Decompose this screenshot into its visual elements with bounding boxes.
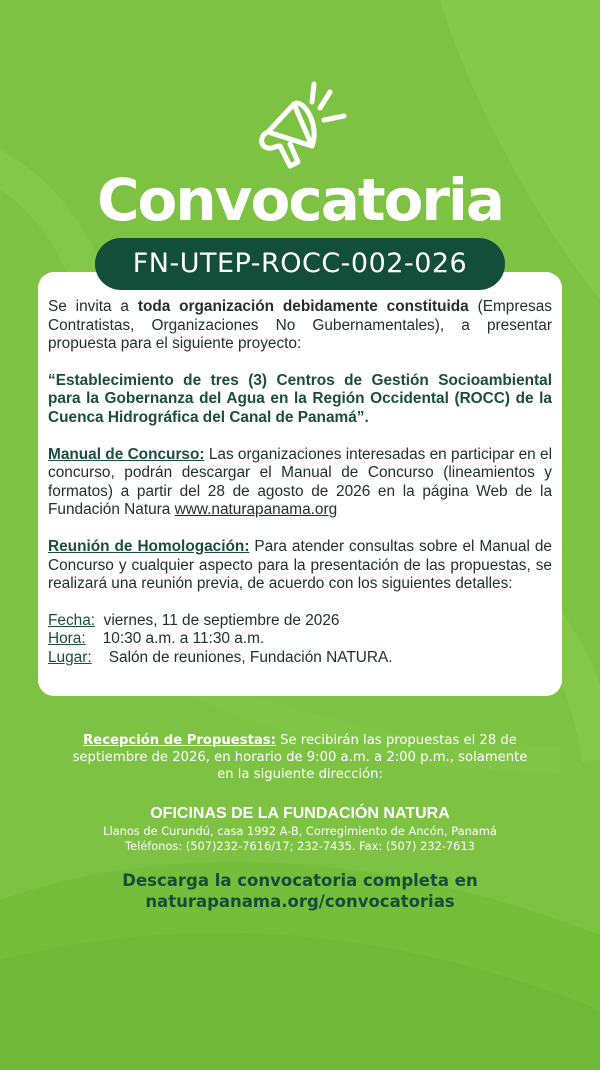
download-link[interactable]: naturapanama.org/convocatorias [145, 892, 455, 911]
office-phones: Teléfonos: (507)232-7616/17; 232-7435. Fax: (507) 232-7613 [125, 839, 475, 853]
detail-place: Lugar: Salón de reuniones, Fundación NATURA. [48, 648, 393, 666]
megaphone-icon [248, 74, 348, 174]
office-title: OFICINAS DE LA FUNDACIÓN NATURA [150, 805, 450, 822]
detail-date: Fecha: viernes, 11 de septiembre de 2026 [48, 611, 340, 629]
project-title: “Establecimiento de tres (3) Centros de Gestión Socioambiental para la Gobernanza del Agua en la Región Occidental (ROCC) de la Cuenca Hidrográfica del Canal de Panamá”. [48, 371, 552, 426]
website-link[interactable]: www.naturapanama.org [174, 501, 338, 519]
download-notice [0, 870, 600, 912]
manual-label: Manual de Concurso: [48, 445, 205, 463]
meeting-paragraph: Reunión de Homologación: Para atender consultas sobre el Manual de Concurso y cualquier aspecto para la presentación de las propuestas, se realizará una reunión previa, de acuerdo con los siguientes detalles: [48, 537, 552, 593]
page-title: Convocatoria [96, 166, 504, 234]
detail-time: Hora: 10:30 a.m. a 11:30 a.m. [48, 630, 265, 648]
office-address: Llanos de Curundú, casa 1992 A-B, Corregimiento de Ancón, Panamá [103, 824, 497, 838]
manual-paragraph: Manual de Concurso: Las organizaciones interesadas en participar en el concurso, podrán descargar el Manual de Concurso (lineamientos y formatos) a partir del 28 de agosto de 2026 en la página Web de la Fundación Natura www.naturapanama.org [48, 445, 553, 519]
meeting-label: Reunión de Homologación: [48, 537, 250, 555]
reception-label: Recepción de Propuestas: [83, 733, 276, 748]
download-line-1: Descarga la convocatoria completa en [122, 871, 478, 890]
reception-notice: Recepción de Propuestas: Se recibirán las propuestas el 28 de septiembre de 2026, en horario de 9:00 a.m. a 2:00 p.m., solamente en la siguiente dirección: [72, 733, 528, 782]
info-card [38, 272, 562, 696]
intro-bold: toda organización debidamente constituida [137, 298, 469, 315]
intro-paragraph: Se invita a toda organización debidamente constituida (Empresas Contratistas, Organizaciones No Gubernamentales), a presentar propuesta para el siguiente proyecto: [48, 298, 552, 353]
call-code-badge: FN-UTEP-ROCC-002-026 [95, 238, 505, 290]
